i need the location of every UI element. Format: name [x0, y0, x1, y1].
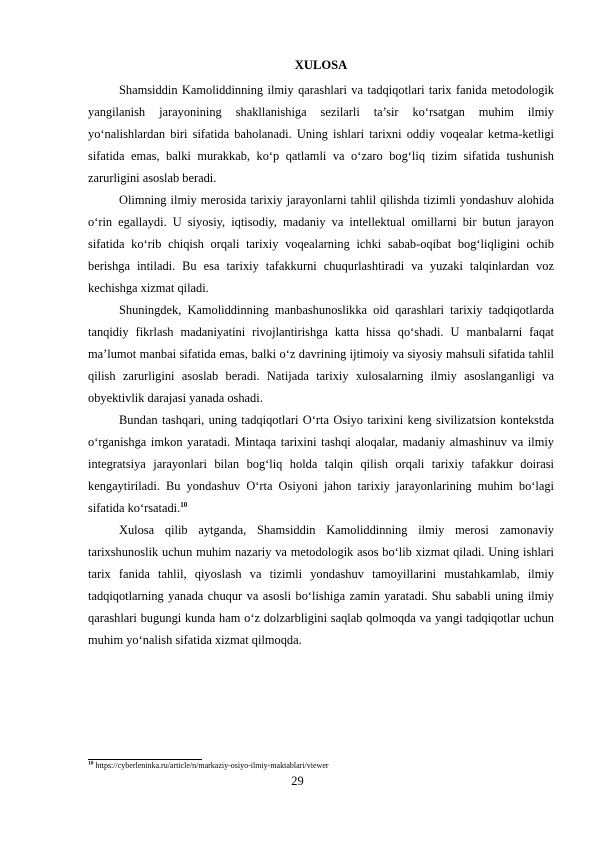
- paragraph: [88, 519, 554, 651]
- footnote: [88, 761, 558, 771]
- paragraph-text: Shuningdek, Kamoliddinning manbashunoslikka oid qarashlari tarixiy tadqiqotlarda tanqidiy fikrlash madaniyatini rivojlantirishga katta hissa qo‘shadi. U manbalarni faqat ma’lumot manbai sifatida emas, balki o‘z davrining ijtimoiy va siyosiy mahsuli sifatida tahlil qilish zarurligini asoslab beradi. Natijada tarixiy xulosalarning ilmiy asoslanganligi va obyektivlik darajasi yanada oshadi.: [88, 303, 554, 405]
- footnote-number: 10: [88, 760, 94, 767]
- paragraph: [88, 299, 554, 409]
- document-title: XULOSA: [294, 58, 348, 72]
- page-number: 29: [291, 774, 304, 788]
- paragraph: [88, 409, 554, 519]
- footnote-reference[interactable]: 10: [180, 500, 188, 509]
- paragraph-text: Olimning ilmiy merosida tarixiy jarayonlarni tahlil qilishda tizimli yondashuv alohida o‘rin egallaydi. U siyosiy, iqtisodiy, madaniy va intellektual omillarni bir butun jarayon sifatida ko‘rib chiqish orqali tarixiy voqealarning ichki sabab-oqibat bog‘liqligini ochib berishga intiladi. Bu esa tarixiy tafakkurni chuqurlashtiradi va yuzaki talqinlardan voz kechishga xizmat qiladi.: [88, 193, 554, 295]
- paragraph-text: Xulosa qilib aytganda, Shamsiddin Kamoliddinning ilmiy merosi zamonaviy tarixshunoslik uchun muhim nazariy va metodologik asos bo‘lib xizmat qiladi. Uning ishlari tarix fanida tahlil, qiyoslash va tizimli yondashuv tamoyillarini mustahkamlab, ilmiy tadqiqotlarning yanada chuqur va asosli bo‘lishiga zamin yaratadi. Shu sababli uning ilmiy qarashlari bugungi kunda ham o‘z dolzarbligini saqlab qolmoqda va yangi tadqiqotlar uchun muhim yo‘nalish sifatida xizmat qilmoqda.: [88, 523, 554, 647]
- paragraph: [88, 189, 554, 299]
- document-body: [88, 79, 554, 651]
- paragraph-text: Shamsiddin Kamoliddinning ilmiy qarashlari va tadqiqotlari tarix fanida metodologik yangilanish jarayonining shakllanishiga sezilarli ta’sir ko‘rsatgan muhim ilmiy yo‘nalishlardan biri sifatida baholanadi. Uning ishlari tarixni oddiy voqealar ketma-ketligi sifatida emas, balki murakkab, ko‘p qatlamli va o‘zaro bog‘liq tizim sifatida tushunish zarurligini asoslab beradi.: [88, 83, 554, 185]
- paragraph-text: Bundan tashqari, uning tadqiqotlari O‘rta Osiyo tarixini keng sivilizatsion kontekstda o‘rganishga imkon yaratadi. Mintaqa tarixini tashqi aloqalar, madaniy almashinuv va ilmiy integratsiya jarayonlari bilan bog‘liq holda talqin qilish orqali tarixiy tafakkur doirasi kengaytiriladi. Bu yondashuv O‘rta Osiyoni jahon tarixiy jarayonlarining muhim bo‘lagi sifatida ko‘rsatadi.: [88, 413, 554, 515]
- paragraph: [88, 79, 554, 189]
- footnote-link[interactable]: https://cyberleninka.ru/article/n/markaziy-osiyo-ilmiy-maktablari/viewer: [93, 761, 329, 770]
- footnote-divider: [88, 759, 202, 760]
